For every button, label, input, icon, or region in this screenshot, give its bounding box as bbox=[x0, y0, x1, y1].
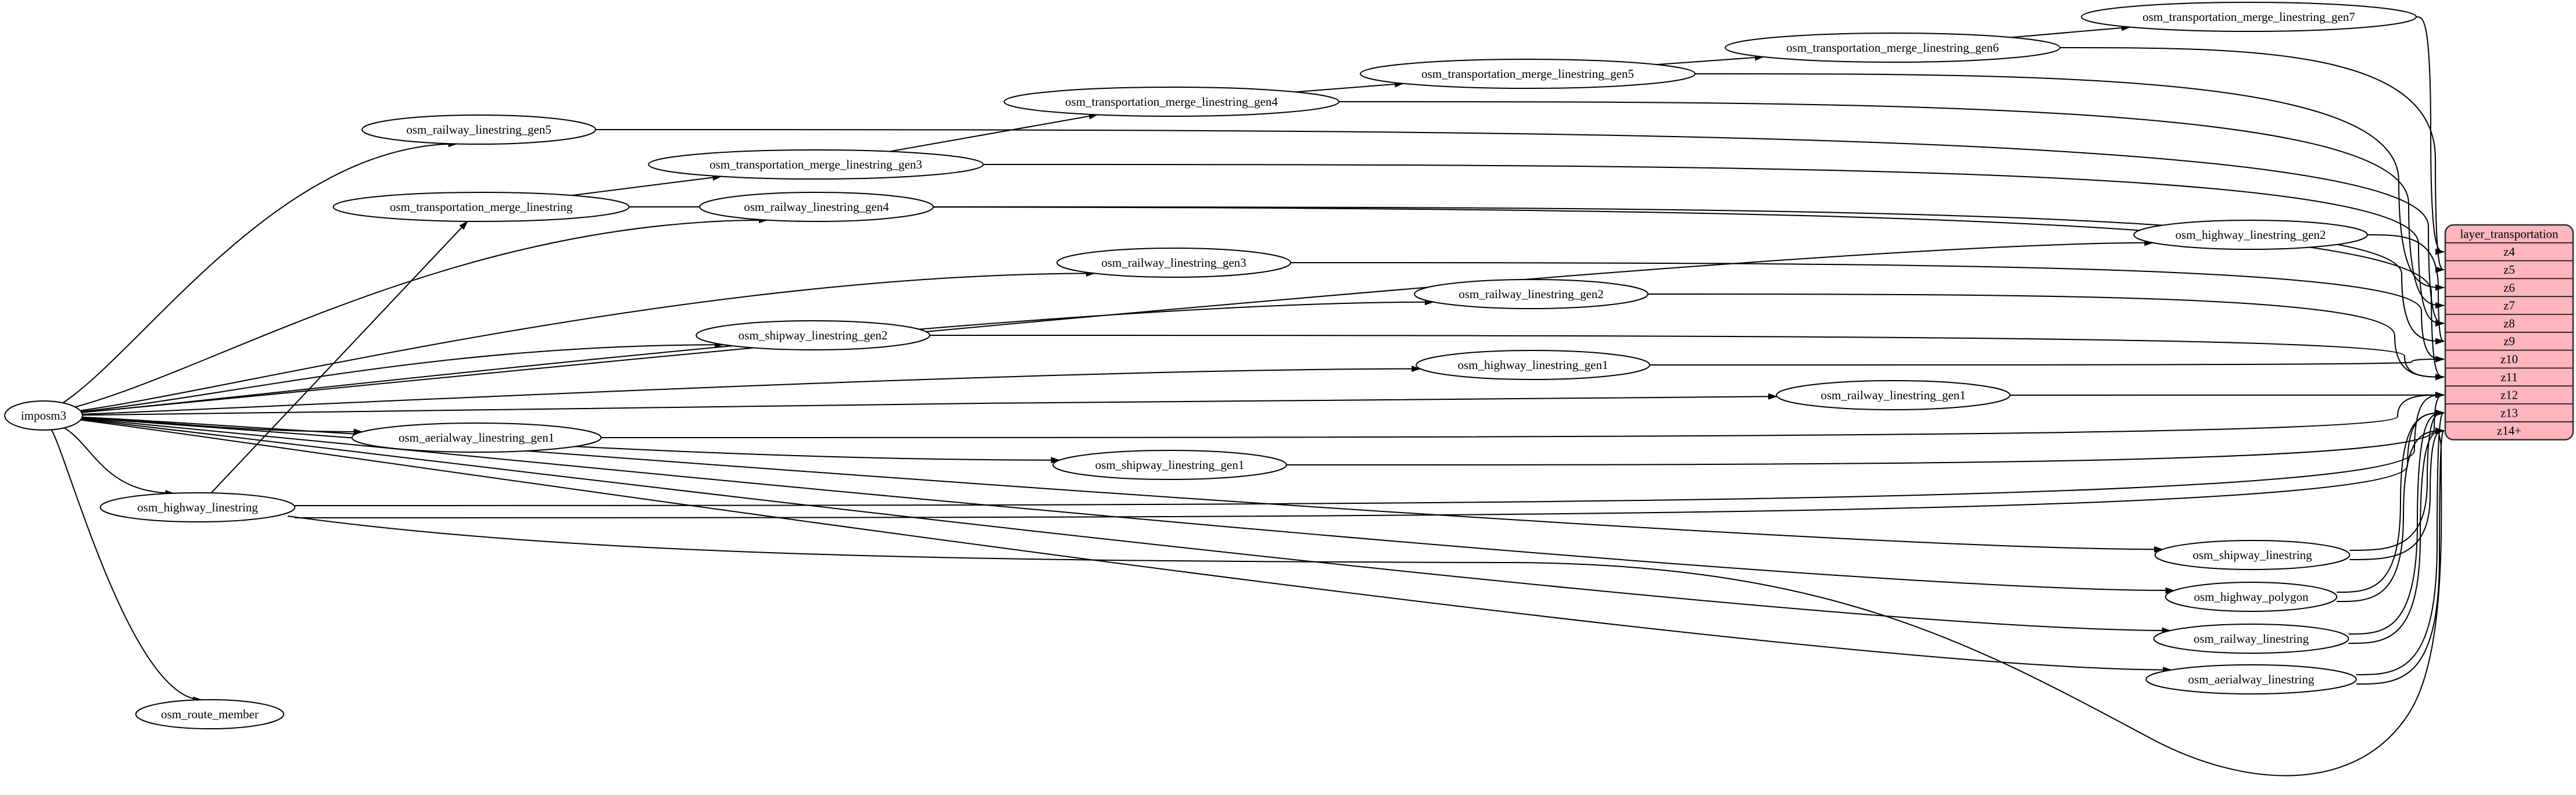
edge-osm_transportation_merge_linestring_gen4-layer_transportation.z7 bbox=[1339, 102, 2444, 306]
node-osm_transportation_merge_linestring bbox=[334, 192, 629, 221]
node-label: osm_railway_linestring_gen2 bbox=[1459, 287, 1604, 301]
edge-osm_highway_linestring-layer_transportation.z12 bbox=[295, 395, 2444, 506]
layer-transportation-table bbox=[2445, 225, 2573, 440]
table-row-z9: z9 bbox=[2503, 334, 2515, 349]
edge-imposm3-osm_railway_linestring_gen1 bbox=[83, 396, 1777, 415]
node-osm_highway_linestring_gen2 bbox=[2134, 220, 2367, 249]
edge-osm_transportation_merge_linestring_gen6-osm_transportation_merge_linestring_gen7 bbox=[2011, 27, 2130, 38]
node-osm_railway_linestring_gen2 bbox=[1414, 280, 1648, 309]
node-label: osm_railway_linestring bbox=[2193, 632, 2309, 646]
edge-osm_transportation_merge_linestring_gen5-osm_transportation_merge_linestring_gen6 bbox=[1657, 57, 1764, 65]
node-osm_route_member bbox=[136, 700, 284, 729]
node-osm_railway_linestring_gen5 bbox=[362, 115, 596, 144]
edge-osm_shipway_linestring-layer_transportation.z14+ bbox=[2349, 431, 2444, 560]
edge-imposm3-osm_railway_linestring_gen4 bbox=[75, 220, 768, 407]
node-osm_aerialway_linestring bbox=[2146, 665, 2356, 694]
node-osm_railway_linestring_gen3 bbox=[1057, 248, 1291, 277]
node-label: osm_transportation_merge_linestring_gen4 bbox=[1065, 95, 1278, 109]
node-label: osm_aerialway_linestring bbox=[2188, 672, 2315, 686]
edge-osm_transportation_merge_linestring_gen3-osm_transportation_merge_linestring_gen4 bbox=[890, 114, 1098, 151]
edge-osm_railway_linestring-layer_transportation.z13 bbox=[2348, 413, 2444, 634]
table-row-z12: z12 bbox=[2500, 388, 2518, 402]
edge-osm_transportation_merge_linestring_gen7-layer_transportation.z4 bbox=[2416, 17, 2444, 252]
node-label: osm_transportation_merge_linestring_gen5 bbox=[1421, 67, 1634, 81]
node-osm_highway_linestring bbox=[101, 493, 295, 522]
node-label: imposm3 bbox=[20, 409, 67, 422]
node-osm_transportation_merge_linestring_gen6 bbox=[1725, 33, 2060, 62]
node-label: osm_shipway_linestring_gen2 bbox=[738, 328, 888, 342]
node-label: osm_route_member bbox=[161, 707, 259, 721]
node-label: osm_shipway_linestring_gen1 bbox=[1095, 458, 1245, 472]
node-label: osm_railway_linestring_gen5 bbox=[406, 123, 551, 137]
table-title: layer_transportation bbox=[2460, 227, 2559, 241]
edge-imposm3-osm_shipway_linestring_gen2 bbox=[81, 345, 723, 411]
node-label: osm_highway_linestring bbox=[137, 500, 258, 514]
table-row-z5: z5 bbox=[2503, 263, 2515, 277]
node-label: osm_railway_linestring_gen1 bbox=[1821, 388, 1966, 402]
table-row-z11: z11 bbox=[2500, 370, 2518, 384]
edge-imposm3-osm_highway_linestring bbox=[65, 428, 174, 493]
node-osm_highway_linestring_gen1 bbox=[1416, 350, 1650, 379]
node-osm_shipway_linestring_gen2 bbox=[696, 321, 930, 350]
node-label: osm_railway_linestring_gen4 bbox=[744, 200, 889, 214]
edge-imposm3-osm_route_member bbox=[52, 430, 202, 700]
table-row-z7: z7 bbox=[2503, 298, 2515, 313]
node-label: osm_railway_linestring_gen3 bbox=[1101, 256, 1246, 270]
node-label: osm_transportation_merge_linestring_gen6 bbox=[1786, 41, 1999, 55]
table-row-z8: z8 bbox=[2503, 316, 2515, 331]
edge-imposm3-osm_railway_linestring_gen5 bbox=[63, 144, 457, 403]
node-label: osm_highway_linestring_gen2 bbox=[2175, 228, 2326, 242]
edge-osm_highway_linestring_gen1-layer_transportation.z10 bbox=[1650, 359, 2444, 365]
node-osm_railway_linestring_gen4 bbox=[700, 192, 933, 221]
nodes-layer bbox=[5, 2, 2416, 729]
edge-osm_transportation_merge_linestring_gen4-osm_transportation_merge_linestring_gen5 bbox=[1296, 84, 1403, 92]
node-osm_shipway_linestring bbox=[2155, 540, 2350, 570]
edge-imposm3-osm_railway_linestring_gen2 bbox=[81, 302, 1434, 413]
node-imposm3 bbox=[5, 401, 83, 430]
table-row-z13: z13 bbox=[2500, 406, 2518, 420]
edge-osm_highway_linestring_gen2-layer_transportation.z9 bbox=[2367, 235, 2444, 341]
table-row-z6: z6 bbox=[2503, 280, 2515, 295]
node-osm_transportation_merge_linestring_gen7 bbox=[2081, 2, 2416, 31]
node-osm_highway_polygon bbox=[2166, 582, 2337, 611]
table-row-z14+: z14+ bbox=[2496, 424, 2522, 438]
node-osm_transportation_merge_linestring_gen4 bbox=[1004, 87, 1339, 116]
node-label: osm_transportation_merge_linestring_gen3 bbox=[710, 157, 922, 171]
node-label: osm_shipway_linestring bbox=[2192, 548, 2312, 562]
node-osm_shipway_linestring_gen1 bbox=[1053, 450, 1287, 479]
node-osm_aerialway_linestring_gen1 bbox=[352, 423, 601, 452]
node-label: osm_highway_polygon bbox=[2194, 590, 2309, 604]
node-label: osm_aerialway_linestring_gen1 bbox=[398, 431, 555, 445]
edge-osm_highway_polygon-layer_transportation.z13 bbox=[2337, 413, 2444, 592]
edge-osm_aerialway_linestring_gen1-layer_transportation.z12 bbox=[601, 395, 2444, 438]
edge-osm_railway_linestring-layer_transportation.z14+ bbox=[2348, 431, 2444, 643]
table-row-z4: z4 bbox=[2503, 245, 2515, 259]
node-label: osm_highway_linestring_gen1 bbox=[1457, 358, 1608, 372]
edge-osm_railway_linestring_gen3-layer_transportation.z10 bbox=[1291, 263, 2444, 359]
node-osm_transportation_merge_linestring_gen5 bbox=[1360, 59, 1695, 88]
node-label: osm_transportation_merge_linestring_gen7 bbox=[2143, 10, 2355, 24]
table-row-z10: z10 bbox=[2500, 352, 2518, 366]
node-osm_railway_linestring_gen1 bbox=[1776, 381, 2010, 410]
node-label: osm_transportation_merge_linestring bbox=[389, 200, 573, 214]
node-osm_transportation_merge_linestring_gen3 bbox=[649, 150, 983, 179]
node-osm_railway_linestring bbox=[2154, 624, 2349, 653]
edge-osm_shipway_linestring_gen2-layer_transportation.z11 bbox=[930, 335, 2444, 377]
edge-osm_transportation_merge_linestring-osm_transportation_merge_linestring_gen3 bbox=[572, 177, 721, 196]
